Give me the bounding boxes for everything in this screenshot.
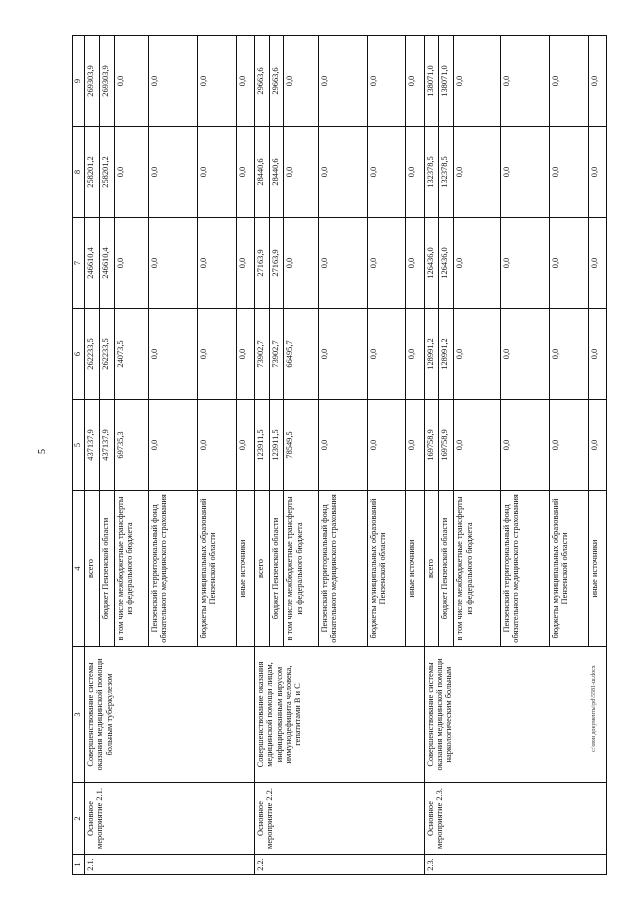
amount-cell: 0,0: [406, 127, 424, 218]
amount-cell: 169758,9: [439, 400, 454, 491]
amount-cell: 269303,9: [99, 36, 114, 127]
header-cell: 6: [73, 309, 85, 400]
amount-cell: 0,0: [549, 127, 588, 218]
amount-cell: 28440,6: [254, 127, 269, 218]
amount-cell: 27163,9: [254, 218, 269, 309]
amount-cell: 0,0: [197, 309, 236, 400]
amount-cell: 258201,2: [85, 127, 100, 218]
amount-cell: 0,0: [500, 309, 549, 400]
amount-cell: 0,0: [367, 309, 406, 400]
funding-table: [72, 35, 607, 875]
amount-cell: 0,0: [148, 400, 197, 491]
amount-cell: 0,0: [406, 309, 424, 400]
amount-cell: 73902,7: [269, 309, 284, 400]
amount-cell: 0,0: [284, 127, 318, 218]
group-number-cell: 2.2.: [254, 855, 424, 875]
amount-cell: 0,0: [367, 36, 406, 127]
amount-cell: 128991,2: [439, 309, 454, 400]
amount-cell: 0,0: [454, 400, 501, 491]
event-description-cell: Совершенствование системы оказания медицинской помощи наркологическим больным: [424, 647, 606, 783]
file-path-footer: с:\мои документы\pd\5581-ш.docx: [591, 665, 597, 752]
event-description-cell: Совершенствование оказания медицинской помощи лицам, инфицированным вирусом иммунодефицита человека, гепатитами B и C: [254, 647, 424, 783]
amount-cell: 0,0: [284, 218, 318, 309]
group-number-cell: 2.3.: [424, 855, 606, 875]
amount-cell: 258201,2: [99, 127, 114, 218]
header-cell: 1: [73, 855, 85, 875]
amount-cell: 69735,3: [114, 400, 148, 491]
funding-source-cell: бюджет Пензенской области: [99, 491, 114, 647]
funding-source-cell: Пензенский территориальный фонд обязательного медицинского страхования: [148, 491, 197, 647]
funding-source-cell: всего: [254, 491, 269, 647]
amount-cell: 126436,0: [439, 218, 454, 309]
amount-cell: 0,0: [284, 36, 318, 127]
amount-cell: 0,0: [588, 218, 606, 309]
event-name-cell: Основное мероприятие 2.2.: [254, 783, 424, 855]
event-name-cell: Основное мероприятие 2.3.: [424, 783, 606, 855]
amount-cell: 0,0: [549, 309, 588, 400]
amount-cell: 269303,9: [85, 36, 100, 127]
header-cell: 4: [73, 491, 85, 647]
amount-cell: 262233,5: [85, 309, 100, 400]
table-row: [254, 36, 269, 875]
amount-cell: 0,0: [148, 309, 197, 400]
amount-cell: 0,0: [549, 400, 588, 491]
amount-cell: 128991,2: [424, 309, 439, 400]
event-name-cell: Основное мероприятие 2.1.: [85, 783, 255, 855]
funding-source-cell: бюджет Пензенской области: [439, 491, 454, 647]
funding-source-cell: в том числе межбюджетные трансферты из федерального бюджета: [284, 491, 318, 647]
amount-cell: 437137,9: [99, 400, 114, 491]
amount-cell: 0,0: [454, 218, 501, 309]
amount-cell: 0,0: [367, 127, 406, 218]
funding-source-cell: бюджеты муниципальных образований Пензенской области: [367, 491, 406, 647]
amount-cell: 0,0: [454, 127, 501, 218]
amount-cell: 437137,9: [85, 400, 100, 491]
page-number: 5: [37, 449, 48, 454]
amount-cell: 0,0: [500, 127, 549, 218]
amount-cell: 0,0: [114, 218, 148, 309]
header-cell: 8: [73, 127, 85, 218]
funding-source-cell: иные источники: [236, 491, 254, 647]
amount-cell: 123911,5: [254, 400, 269, 491]
amount-cell: 0,0: [500, 400, 549, 491]
amount-cell: 0,0: [367, 400, 406, 491]
header-cell: 9: [73, 36, 85, 127]
amount-cell: 73902,7: [254, 309, 269, 400]
amount-cell: 0,0: [549, 36, 588, 127]
amount-cell: 246610,4: [99, 218, 114, 309]
amount-cell: 262233,5: [99, 309, 114, 400]
amount-cell: 0,0: [318, 218, 367, 309]
amount-cell: 0,0: [197, 36, 236, 127]
amount-cell: 138071,0: [439, 36, 454, 127]
header-row: [73, 36, 85, 875]
amount-cell: 0,0: [318, 127, 367, 218]
amount-cell: 0,0: [406, 36, 424, 127]
amount-cell: 0,0: [318, 36, 367, 127]
amount-cell: 0,0: [197, 400, 236, 491]
amount-cell: 24073,5: [114, 309, 148, 400]
amount-cell: 0,0: [236, 127, 254, 218]
table-body: [85, 36, 607, 875]
amount-cell: 132378,5: [439, 127, 454, 218]
amount-cell: 78549,5: [284, 400, 318, 491]
funding-source-cell: в том числе межбюджетные трансферты из федерального бюджета: [454, 491, 501, 647]
amount-cell: 132378,5: [424, 127, 439, 218]
funding-source-cell: иные источники: [406, 491, 424, 647]
amount-cell: 0,0: [588, 36, 606, 127]
funding-source-cell: всего: [424, 491, 439, 647]
funding-source-cell: иные источники: [588, 491, 606, 647]
amount-cell: 0,0: [236, 218, 254, 309]
header-cell: 3: [73, 647, 85, 783]
amount-cell: 0,0: [454, 309, 501, 400]
amount-cell: 169758,9: [424, 400, 439, 491]
amount-cell: 246610,4: [85, 218, 100, 309]
amount-cell: 0,0: [588, 309, 606, 400]
amount-cell: 0,0: [236, 400, 254, 491]
amount-cell: 0,0: [236, 309, 254, 400]
amount-cell: 29663,6: [269, 36, 284, 127]
event-description-cell: Совершенствование системы оказания медицинской помощи больным туберкулезом: [85, 647, 255, 783]
amount-cell: 126436,0: [424, 218, 439, 309]
amount-cell: 0,0: [406, 218, 424, 309]
amount-cell: 27163,9: [269, 218, 284, 309]
amount-cell: 0,0: [549, 218, 588, 309]
amount-cell: 0,0: [236, 36, 254, 127]
rotated-table-container: [72, 36, 607, 875]
amount-cell: 0,0: [500, 218, 549, 309]
table-row: [424, 36, 439, 875]
amount-cell: 0,0: [454, 36, 501, 127]
amount-cell: 0,0: [197, 218, 236, 309]
amount-cell: 0,0: [114, 36, 148, 127]
funding-source-cell: Пензенский территориальный фонд обязательного медицинского страхования: [500, 491, 549, 647]
funding-source-cell: бюджеты муниципальных образований Пензенской области: [549, 491, 588, 647]
amount-cell: 66495,7: [284, 309, 318, 400]
table-row: [85, 36, 100, 875]
amount-cell: 0,0: [148, 36, 197, 127]
funding-source-cell: Пензенский территориальный фонд обязательного медицинского страхования: [318, 491, 367, 647]
header-cell: 5: [73, 400, 85, 491]
amount-cell: 0,0: [406, 400, 424, 491]
amount-cell: 123911,5: [269, 400, 284, 491]
amount-cell: 0,0: [148, 218, 197, 309]
header-cell: 2: [73, 783, 85, 855]
amount-cell: 138071,0: [424, 36, 439, 127]
group-number-cell: 2.1.: [85, 855, 255, 875]
amount-cell: 0,0: [148, 127, 197, 218]
funding-source-cell: бюджеты муниципальных образований Пензенской области: [197, 491, 236, 647]
amount-cell: 0,0: [114, 127, 148, 218]
amount-cell: 0,0: [197, 127, 236, 218]
amount-cell: 0,0: [318, 400, 367, 491]
amount-cell: 28440,6: [269, 127, 284, 218]
amount-cell: 0,0: [500, 36, 549, 127]
header-cell: 7: [73, 218, 85, 309]
amount-cell: 29663,6: [254, 36, 269, 127]
amount-cell: 0,0: [318, 309, 367, 400]
funding-source-cell: бюджет Пензенской области: [269, 491, 284, 647]
funding-source-cell: всего: [85, 491, 100, 647]
amount-cell: 0,0: [367, 218, 406, 309]
amount-cell: 0,0: [588, 127, 606, 218]
amount-cell: 0,0: [588, 400, 606, 491]
funding-source-cell: в том числе межбюджетные трансферты из федерального бюджета: [114, 491, 148, 647]
